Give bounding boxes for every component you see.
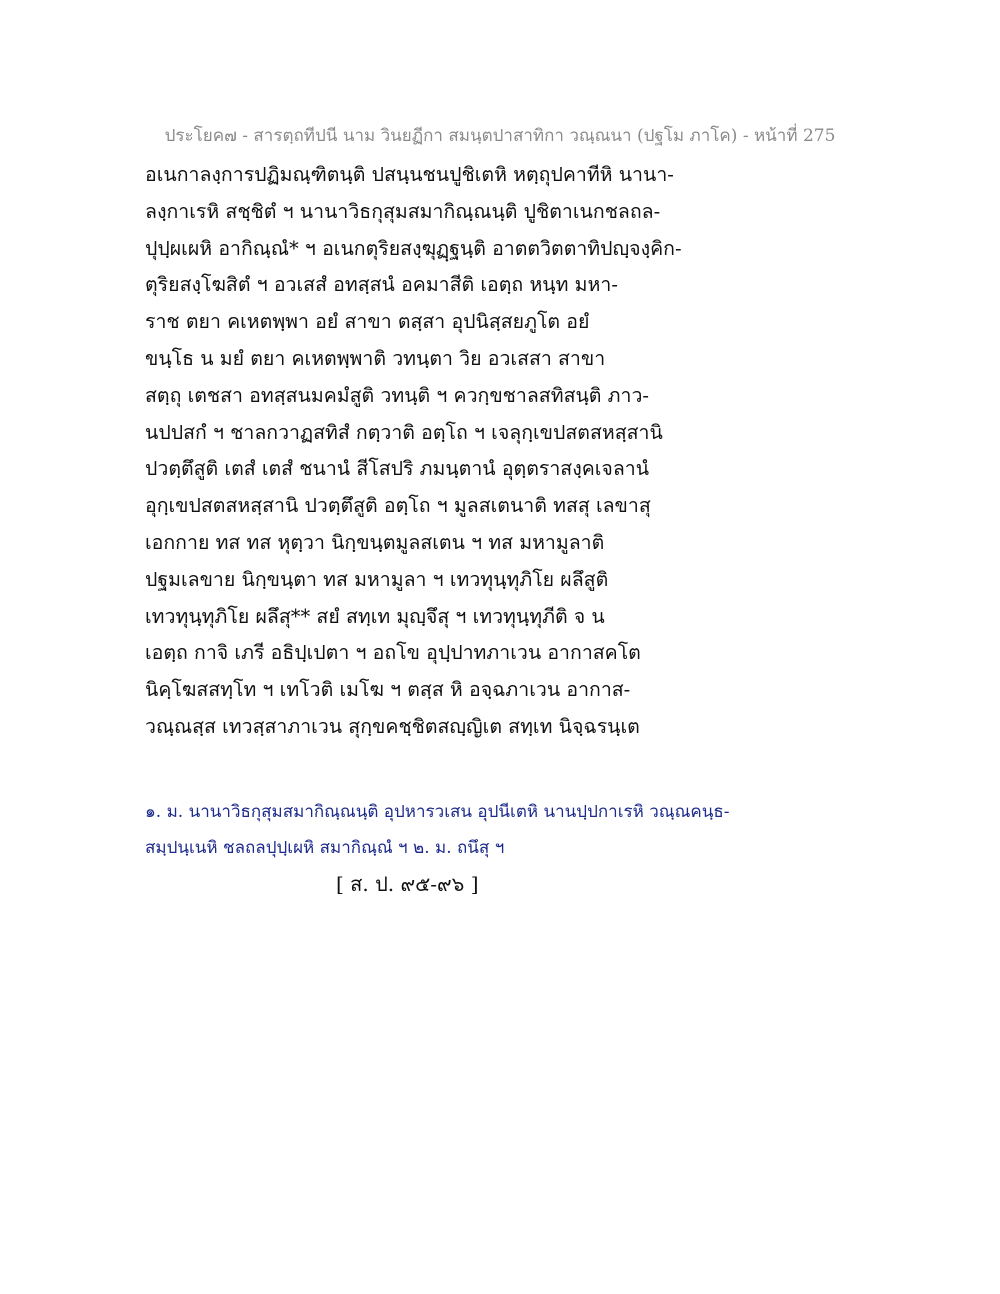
body-line: อเนกาลงฺการปฏิมณฺฑิตนฺติ ปสนฺนชนปูชิเตหิ หตฺถุปคาทีหิ นานา- xyxy=(145,163,674,186)
body-line: ปฐมเลขาย นิกฺขนฺตา ทส มหามูลา ฯ เทวทุนฺทุภิโย ผลึสูติ xyxy=(145,567,609,591)
footnote-line: สมฺปนฺเนหิ ชลถลปุปฺเผหิ สมากิณฺณํ ฯ ๒. ม. ถนึสุ ฯ xyxy=(145,838,505,858)
body-line: ราช ตยา คเหตพฺพา อยํ สาขา ตสฺสา อุปนิสฺสยภูโต อยํ xyxy=(145,310,590,334)
body-line: นิคฺโฆสสทฺโท ฯ เทโวติ เมโฆ ฯ ตสฺส หิ อจฺฉภาเวน อากาส- xyxy=(145,678,631,702)
body-line: ตุริยสงฺโฆสิตํ ฯ อวเสสํ อทสฺสนํ อคมาสีติ เอตฺถ หนฺท มหา- xyxy=(145,273,618,297)
body-line: ปุปฺผเผหิ อากิณฺณํ* ฯ อเนกตุริยสงฺฆุฏฺฐนฺติ อาตตวิตตาทิปญฺจงฺคิก- xyxy=(145,236,682,260)
body-line: นปปสกํ ฯ ชาลกวาฏสทิสํ กตฺวาติ อตฺโถ ฯ เจลุกฺเขปสตสหสฺสานิ xyxy=(145,420,663,444)
body-line: เอตฺถ กาจิ เภรี อธิปฺเปตา ฯ อถโข อุปฺปาทภาเวน อากาสคโต xyxy=(145,641,641,665)
page-reference: [ ส. ป. ๙๕-๙๖ ] xyxy=(336,872,479,896)
body-line: ลงฺกาเรหิ สชฺชิตํ ฯ นานาวิธกุสุมสมากิณฺณนฺติ ปูชิตาเนกชลถล- xyxy=(145,199,661,223)
body-line: อุกฺเขปสตสหสฺสานิ ปวตฺตึสูติ อตฺโถ ฯ มูลสเตนาติ ทสสุ เลขาสุ xyxy=(145,494,651,518)
body-line: เอกกาย ทส ทส หุตฺวา นิกฺขนฺตมูลสเตน ฯ ทส มหามูลาติ xyxy=(145,530,605,554)
page-header: ประโยค๗ - สารตฺถทีปนี นาม วินยฏีกา สมนฺตปาสาทิกา วณฺณนา (ปฐโม ภาโค) - หน้าที่ 275 xyxy=(164,126,836,146)
body-line: สตฺถุ เตชสา อทสฺสนมคมํสูติ วทนฺติ ฯ ควกฺขชาลสทิสนฺติ ภาว- xyxy=(145,383,650,407)
body-line: เทวทุนฺทุภิโย ผลึสุ** สยํ สทฺเท มุญฺจึสุ ฯ เทวทุนฺทุภีติ จ น xyxy=(145,604,605,628)
body-line: ปวตฺตึสูติ เตสํ เตสํ ชนานํ สีโสปริ ภมนฺตานํ อุตฺตราสงฺคเจลานํ xyxy=(145,457,650,481)
footnote-line: ๑. ม. นานาวิธกุสุมสมากิณฺณนฺติ อุปหารวเสน อุปนีเตหิ นานปฺปกาเรหิ วณฺณคนฺธ- xyxy=(145,802,730,822)
body-line: วณฺณสฺส เทวสฺสาภาเวน สุกฺขคชฺชิตสญฺญิเต สทฺเท นิจฺฉรนฺเต xyxy=(145,714,640,738)
body-text xyxy=(145,157,705,746)
body-line: ขนฺโธ น มยํ ตยา คเหตพฺพาติ วทนฺตา วิย อวเสสา สาขา xyxy=(145,346,606,370)
footnotes xyxy=(145,794,745,866)
